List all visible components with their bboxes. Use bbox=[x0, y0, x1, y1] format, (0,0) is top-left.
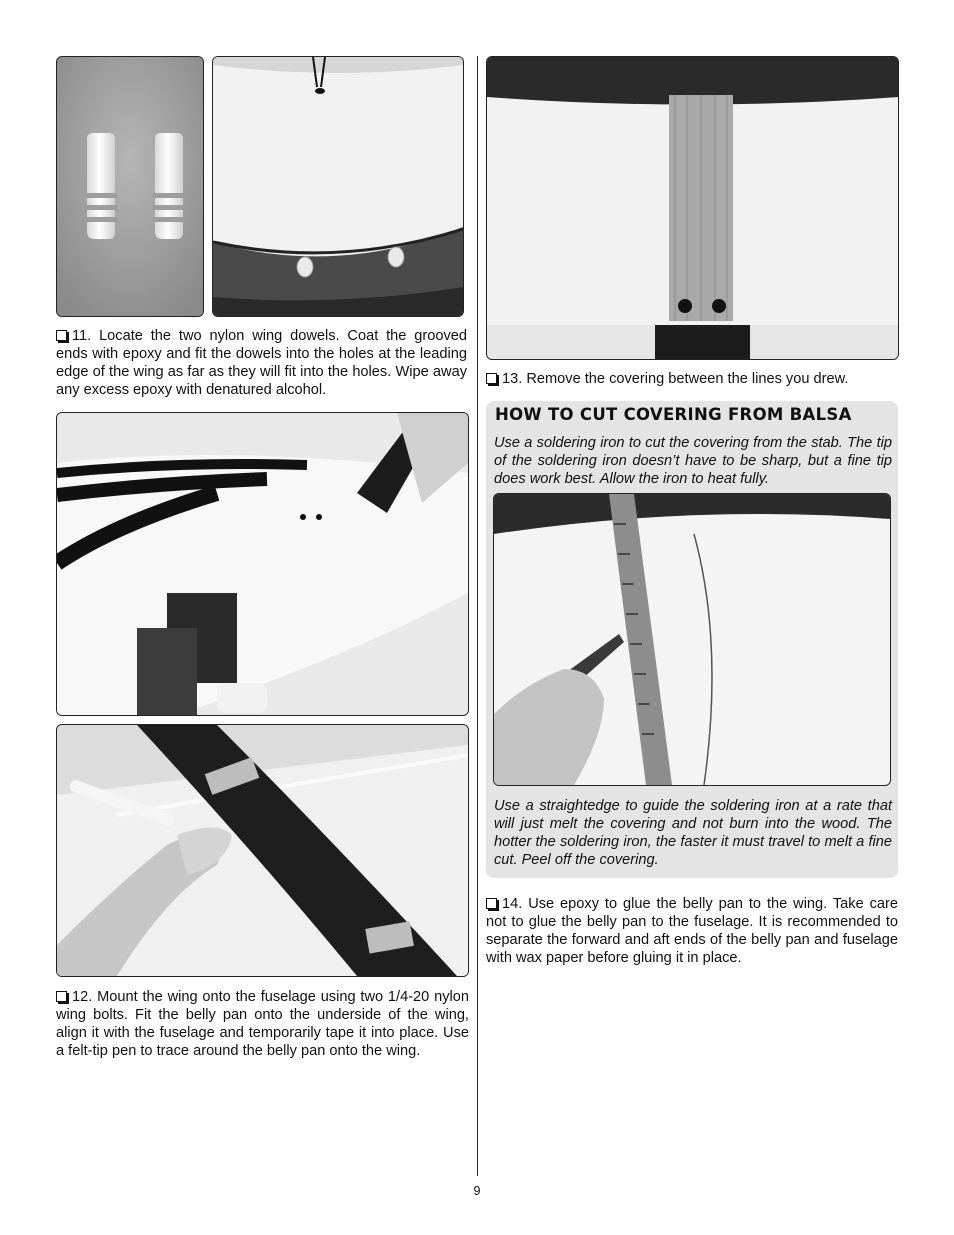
photo-soldering-iron-cut bbox=[493, 493, 891, 786]
column-divider bbox=[477, 56, 478, 1176]
photo-covering-removed bbox=[486, 56, 899, 360]
sidebar-title: HOW TO CUT COVERING FROM BALSA bbox=[495, 405, 852, 424]
photo-wing-leading-edge bbox=[212, 56, 464, 317]
checkbox-step-12[interactable] bbox=[56, 991, 67, 1002]
step-13-text: 13. Remove the covering between the lines you drew. bbox=[486, 370, 898, 388]
photo-wing-on-fuselage bbox=[56, 412, 469, 716]
step-14-text: 14. Use epoxy to glue the belly pan to the wing. Take care not to glue the belly pan to the fuselage. It is recommended to separate the forward and aft ends of the belly pan and fuselage with wax paper before gluing it in place. bbox=[486, 896, 898, 966]
page-number: 9 bbox=[473, 1184, 481, 1198]
sidebar-cut-covering bbox=[486, 401, 898, 878]
step-12-text: 12. Mount the wing onto the fuselage using two 1/4-20 nylon wing bolts. Fit the belly pan onto the underside of the wing, align it with the fuselage and temporarily tape it into place. Use a felt-tip pen to trace around the belly pan onto the wing. bbox=[56, 989, 469, 1059]
step-11-text: 11. Locate the two nylon wing dowels. Coat the grooved ends with epoxy and fit the dowels into the holes at the leading edge of the wing as far as they will fit into the holes. Wipe away any excess epoxy with denatured alcohol. bbox=[56, 328, 467, 398]
photo-nylon-dowels bbox=[56, 56, 204, 317]
checkbox-step-11[interactable] bbox=[56, 330, 67, 341]
checkbox-step-14[interactable] bbox=[486, 898, 497, 909]
checkbox-step-13[interactable] bbox=[486, 373, 497, 384]
sidebar-outro: Use a straightedge to guide the soldering iron at a rate that will just melt the covering and not burn into the wood. The hotter the soldering iron, the faster it must travel to melt a fine cut. Peel off the covering. bbox=[494, 798, 892, 868]
photo-tracing-belly-pan bbox=[56, 724, 469, 977]
sidebar-intro: Use a soldering iron to cut the covering from the stab. The tip of the soldering iron doesn’t have to be sharp, but a fine tip does work best. Allow the iron to heat fully. bbox=[494, 435, 892, 487]
